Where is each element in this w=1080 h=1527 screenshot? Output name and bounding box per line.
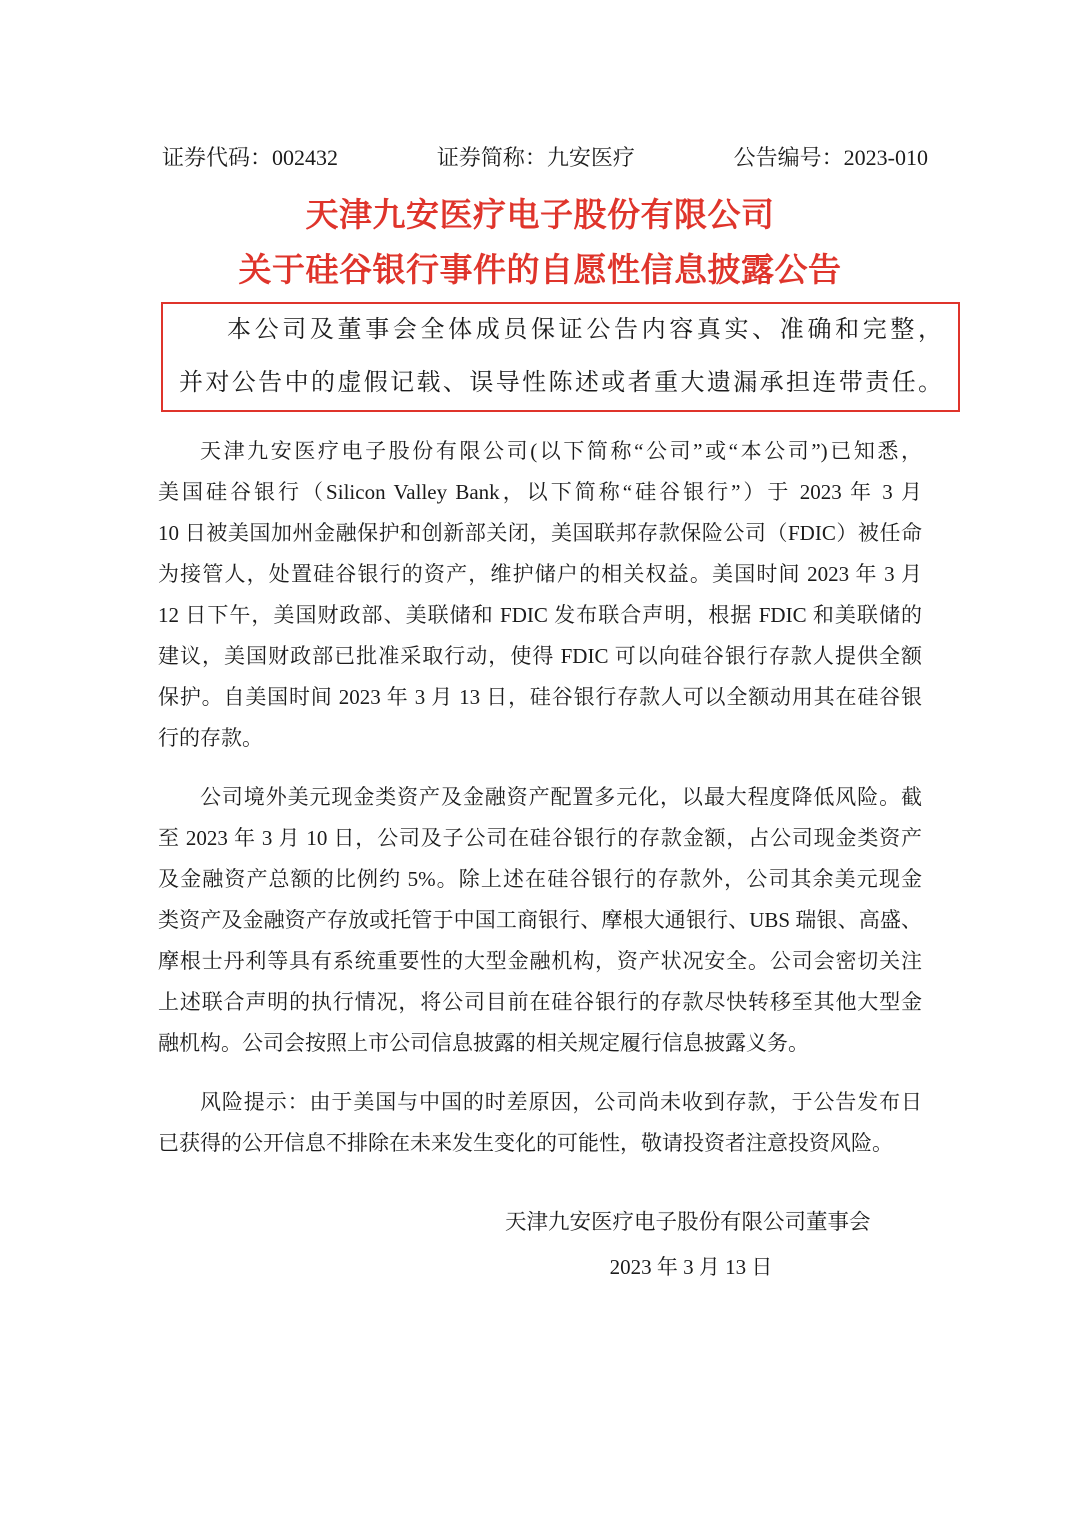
paragraph	[158, 777, 922, 1064]
paragraph	[158, 431, 922, 759]
body-line: 上述联合声明的执行情况，将公司目前在硅谷银行的存款尽快转移至其他大型金	[158, 990, 922, 1014]
body-line: 类资产及金融资产存放或托管于中国工商银行、摩根大通银行、UBS 瑞银、高盛、	[158, 908, 922, 932]
body-line: 融机构。公司会按照上市公司信息披露的相关规定履行信息披露义务。	[158, 1031, 809, 1055]
company-title: 天津九安医疗电子股份有限公司	[305, 198, 775, 234]
announcement-title: 关于硅谷银行事件的自愿性信息披露公告	[238, 253, 842, 289]
body-line: 风险提示：由于美国与中国的时差原因，公司尚未收到存款，于公告发布日	[200, 1090, 922, 1114]
body-line: 至 2023 年 3 月 10 日，公司及子公司在硅谷银行的存款金额，占公司现金类资产	[158, 826, 922, 850]
signature-date: 2023 年 3 月 13 日	[609, 1255, 773, 1279]
body-line: 10 日被美国加州金融保护和创新部关闭，美国联邦存款保险公司（FDIC）被任命	[158, 521, 922, 545]
body-line: 摩根士丹利等具有系统重要性的大型金融机构，资产状况安全。公司会密切关注	[158, 949, 922, 973]
document-header	[162, 144, 928, 172]
body-line: 行的存款。	[158, 726, 263, 750]
stock-abbr: 证券简称：九安医疗	[436, 145, 635, 170]
body-line: 为接管人，处置硅谷银行的资产，维护储户的相关权益。美国时间 2023 年 3 月	[158, 562, 922, 586]
body-line: 保护。自美国时间 2023 年 3 月 13 日，硅谷银行存款人可以全额动用其在硅谷银	[158, 685, 922, 709]
body-line: 及金融资产总额的比例约 5%。除上述在硅谷银行的存款外，公司其余美元现金	[158, 867, 922, 891]
body-line: 已获得的公开信息不排除在未来发生变化的可能性，敬请投资者注意投资风险。	[158, 1131, 893, 1155]
stock-code: 证券代码：002432	[162, 145, 339, 170]
notice-line: 并对公告中的虚假记载、误导性陈述或者重大遗漏承担连带责任。	[179, 370, 942, 396]
notice-line: 本公司及董事会全体成员保证公告内容真实、准确和完整，	[227, 317, 942, 343]
signature-block	[505, 1207, 877, 1281]
integrity-notice-box	[161, 302, 960, 412]
body-line: 美国硅谷银行（Silicon Valley Bank，以下简称“硅谷银行”）于 2023 年 3 月	[158, 480, 922, 504]
body-line: 12 日下午，美国财政部、美联储和 FDIC 发布联合声明，根据 FDIC 和美联储的	[158, 603, 922, 627]
body-line: 天津九安医疗电子股份有限公司(以下简称“公司”或“本公司”)已知悉，	[200, 439, 922, 463]
signature-company: 天津九安医疗电子股份有限公司董事会	[505, 1210, 871, 1234]
announcement-number: 公告编号：2023-010	[733, 145, 928, 170]
body-paragraphs	[158, 431, 922, 1164]
body-line: 建议，美国财政部已批准采取行动，使得 FDIC 可以向硅谷银行存款人提供全额	[158, 644, 922, 668]
body-line: 公司境外美元现金类资产及金融资产配置多元化，以最大程度降低风险。截	[200, 785, 922, 809]
paragraph	[158, 1082, 922, 1164]
